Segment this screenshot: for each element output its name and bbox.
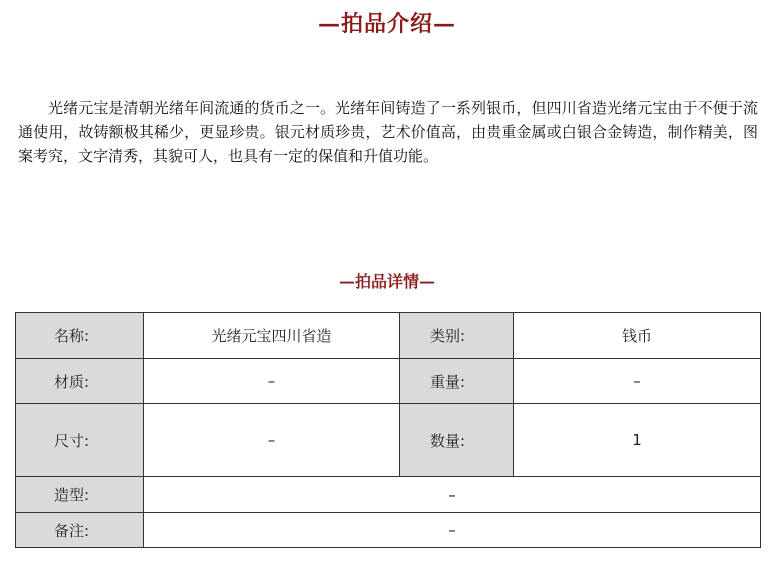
- intro-section-title: —拍品介绍—: [317, 11, 456, 37]
- shape-label: 造型:: [16, 477, 144, 513]
- weight-label: 重量:: [400, 359, 514, 404]
- quantity-label: 数量:: [400, 404, 514, 477]
- details-table: [15, 312, 761, 548]
- weight-value: –: [514, 359, 761, 404]
- table-row-name: [16, 313, 761, 359]
- material-value: –: [144, 359, 400, 404]
- name-value: 光绪元宝四川省造: [144, 313, 400, 359]
- table-row-material: [16, 359, 761, 404]
- name-label: 名称:: [16, 313, 144, 359]
- details-section-title: —拍品详情—: [338, 272, 435, 291]
- shape-value: –: [144, 477, 761, 513]
- table-row-remark: [16, 513, 761, 548]
- size-value: –: [144, 404, 400, 477]
- intro-paragraph: 光绪元宝是清朝光绪年间流通的货币之一。光绪年间铸造了一系列银币，但四川省造光绪元宝由于不便于流通使用，故铸额极其稀少，更显珍贵。银元材质珍贵，艺术价值高，由贵重金属或白银合金铸造，制作精美，图案考究，文字清秀，其貌可人，也具有一定的保值和升值功能。: [18, 99, 758, 165]
- material-label: 材质:: [16, 359, 144, 404]
- quantity-value: 1: [514, 404, 761, 477]
- table-row-shape: [16, 477, 761, 513]
- remark-label: 备注:: [16, 513, 144, 548]
- remark-value: –: [144, 513, 761, 548]
- size-label: 尺寸:: [16, 404, 144, 477]
- table-row-size: [16, 404, 761, 477]
- category-value: 钱币: [514, 313, 761, 359]
- category-label: 类别:: [400, 313, 514, 359]
